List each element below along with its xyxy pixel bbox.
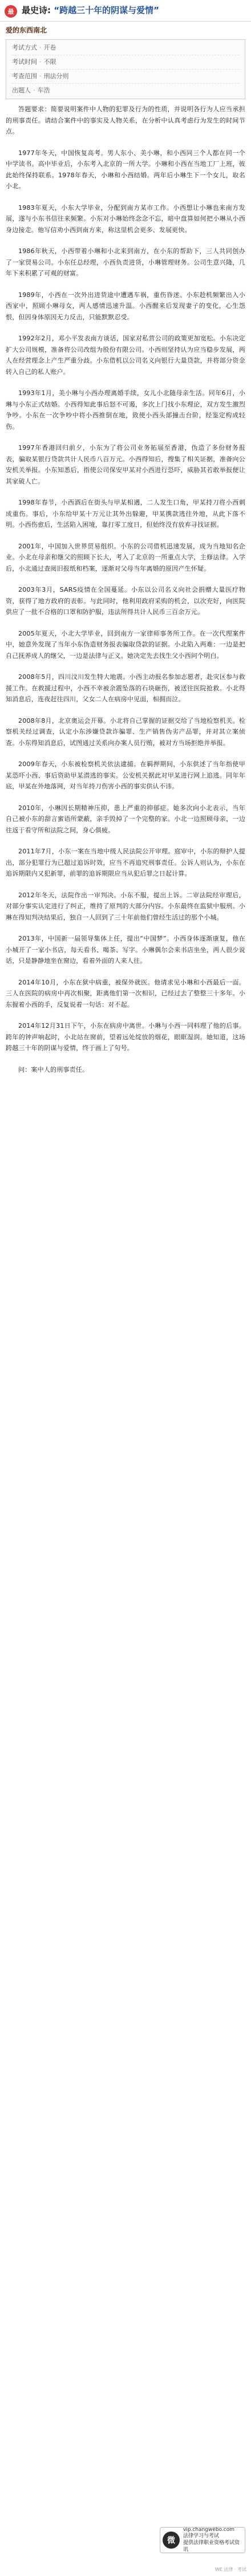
exam-info-row xyxy=(12,70,239,84)
exam-info-value: 不限 xyxy=(43,58,56,66)
article-paragraph: 2008年8月，北京奥运会开幕。小北将自己掌握的证据交给了当地检察机关。检察机关经过调查，认定小东涉嫌贷款诈骗罪、生产销售伪劣产品罪，并对其立案侦查。小东得知消息后，试图通过关系向办案人员行贿，被对方当场拒绝并举报。 xyxy=(6,717,245,747)
article-paragraph: 2005年夏天，小北大学毕业，回到南方一家律师事务所工作。在一次代理案件中，她意外发现了当年小东伪造财务报表骗取贷款的证据。小北陷入两难：一边是把自己抚养成人的继父，一边是法律与正义。她决定先去找生父小西问个明白。 xyxy=(6,629,245,660)
article-question: 问：案中人的刑事责任。 xyxy=(18,1065,89,1073)
article-paragraph: 2009年春天，小东被检察机关依法逮捕。在羁押期间，小东供述了当年指使甲某恐吓小西、事后资助甲某潜逃的事实。公安机关据此对甲某进行网上追逃。同年年底，甲某在外地落网，对当年持刀伤害小西的事实供认不讳。 xyxy=(6,760,245,790)
article-paragraph: 1993年1月，美小琳与小西办理离婚手续，女儿小北随母亲生活。同年6月，小琳与小东正式结婚。小西得知此事后怒不可遏，多次上门找小东理论，双方发生激烈争吵。小东在一次争吵中将小西推倒在地，致使小西头部撞击台阶，经鉴定构成轻伤。 xyxy=(6,389,245,430)
exam-info-row xyxy=(12,55,239,70)
article-paragraph: 1997年香港回归前夕，小东为了将公司业务拓展至香港，伪造了多份财务报表，骗取某银行贷款共计人民币八百万元。小西得知后，搜集了相关证据，准备向公安机关举报。小东知悉后，指使公司保安甲某对小西进行恐吓，威胁其若敢举报便让其家破人亡。 xyxy=(6,444,245,485)
exam-info-key: 考试方式 xyxy=(12,44,37,51)
weibo-logo-icon: 微 xyxy=(163,2532,180,2549)
article-paragraph: 2010年，小琳因长期精神压抑，患上严重的抑郁症。她多次向小北表示，当年自己被小东的甜言蜜语所蒙蔽，亲手毁掉了一个完整的家。小北一边照顾母亲，一边往返于看守所和法院之间，身心俱疲。 xyxy=(6,804,245,834)
post-title-text: “跨越三十年的阴谋与爱情” xyxy=(54,5,159,15)
author-byline[interactable]: 爱的东西南北 xyxy=(6,26,47,34)
exam-info-box xyxy=(6,39,245,99)
post-title xyxy=(22,5,159,17)
watermark-line1: 法律学习与考试 xyxy=(183,2533,220,2539)
separator: · xyxy=(39,58,42,66)
article-body xyxy=(0,104,251,1075)
exam-info-row xyxy=(12,41,239,55)
article-paragraph: 2008年5月，四川汶川发生特大地震。小西主动报名参加志愿者，赴灾区参与救援工作。在救援过程中，小西不幸被余震坠落的石块砸伤，被送往医院抢救。小北得知消息后，连夜赶往四川，父女二人在病房中见面，相拥而泣。 xyxy=(6,673,245,703)
article-paragraph: 2001年，中国加入世界贸易组织。小东的公司借机迅速发展，成为当地知名企业。小北在母亲和继父的照顾下长大，考入了北京的一所重点大学，主修法律。入学后，小北通过查阅旧报纸和档案，逐渐对父母当年离婚的原因产生怀疑。 xyxy=(6,542,245,572)
article-paragraph: 2003年3月，SARS疫情在全国蔓延。小东以公司名义向社会捐赠大量医疗物资，获得了地方政府的表彰。与此同时，他利用政府采购的机会，以次充好，向医院供应了一批不合格的口罩和防护服，违法所得共计人民币三百余万元。 xyxy=(6,586,245,616)
article-paragraph: 1989年，小西在一次外出进货途中遭遇车祸，重伤昏迷。小东趁机频繁出入小西家中，照顾小琳母女，两人感情迅速升温。小西醒来后发现妻子的变化，心生怨恨，但因身体原因无力反击，只能默默忍受。 xyxy=(6,291,245,321)
article-paragraph: 1977年冬天，中国恢复高考。男人东小、美小琳，和小西同三个人都在同一个中学读书。高中毕业后，小东考入北京的一所大学。小琳和小西在当地工厂上班，彼此始终保持联系。1978年春天，小琳和小西结婚。两年后小琳生下一个女儿，取名小北。 xyxy=(6,149,245,190)
article-paragraph: 1998年春节，小西酒后在街头与甲某相遇，二人发生口角，甲某持刀将小西刺成重伤。事后，小东给甲某十万元让其外出躲避，甲某携款逃往外地，从此下落不明。小西伤愈后，生活陷入困境，靠打零工度日，但始终没有放弃寻找证据。 xyxy=(6,499,245,528)
exam-info-row xyxy=(12,84,239,97)
article-paragraph: 2014年10月，小东在狱中病重，被保外就医。他请求见小琳和小西最后一面。三人在医院的病房中再次相聚，距离他们第一次相识，已经过去了整整三十多年。小东握着小西的手，反复说着一句话：对不起。 xyxy=(6,978,245,1008)
article-paragraph: 1983年夏天，小东大学毕业，分配到南方某市工作。小西想让小琳也来南方发展，遂与小东书信往来频繁。小东对小琳始终念念不忘，暗中盘算如何把小琳从小西身边接走。他写信劝小西到南方来，称这里机会更多、发展更快。 xyxy=(6,204,245,234)
article-paragraph: 答题要求：简要说明案件中人物的犯罪及行为的性质，并说明各行为人应当承担的刑事责任。请结合案件中的事实及人物关系，在分析中认真考虑行为发生的时间节点。 xyxy=(6,105,245,135)
exam-info-value: 车浩 xyxy=(37,87,50,94)
separator: · xyxy=(39,72,42,80)
separator: · xyxy=(39,44,42,51)
separator: · xyxy=(33,87,35,94)
watermark-url: vip.changwebo.com xyxy=(183,2527,235,2533)
exam-info-value: 开卷 xyxy=(43,44,56,51)
post-header xyxy=(0,0,251,22)
article-paragraph: 1992年2月，邓小平发表南方谈话，国家对私营公司的政策更加宽松。小东决定扩大公司规模，准备将公司改组为股份有限公司。小西则坚持认为应当稳步发展，两人在经营理念上产生严重分歧。小东借机以公司名义向银行大量贷款，并将部分资金转入自己的私人账户。 xyxy=(6,335,245,376)
exam-info-key: 考试时间 xyxy=(12,58,37,66)
article-paragraph: 1986年秋天，小西带着小琳和小北来到南方，在小东的帮助下，三人共同创办了一家贸易公司。小东任总经理，小西负责进货，小琳管理财务。公司生意兴隆，几年下来积累了可观的财富。 xyxy=(6,247,245,277)
article-paragraph: 2013年，中国新一届领导集体上任，提出“中国梦”。小西身体逐渐康复，他在小城开了一家小书店，每天看书、喝茶、写字。小琳偶尔会来书店坐坐，两人很少说话，只是静静地坐在窗边，看着外面的人来人往。 xyxy=(6,935,245,965)
watermark-line2: 提供法律职业资格考试资讯 xyxy=(183,2540,240,2553)
exam-info-key: 考查范围 xyxy=(12,72,37,80)
article-paragraph: 2012年冬天，法院作出一审判决。小东不服，提出上诉。二审法院经审理后，对部分事实认定进行了纠正，维持了原判的大部分内容。小东最终在监狱中服刑。小琳在得知判决结果后，独自一人回到了三十年前他们曾经生活过的那个小城。 xyxy=(6,891,245,921)
exam-info-key: 出题人 xyxy=(12,87,31,94)
article-paragraph: 2011年7月，小东一案在当地中级人民法院公开审理。庭审中，小东的辩护人提出，部分犯罪行为已超过追诉时效，应当不再追究刑事责任。公诉人则认为，小东在追诉期限内又犯新罪，前罪的追诉期限应当从犯后罪之日起计算。 xyxy=(6,848,245,877)
section-badge: 最 xyxy=(5,5,17,18)
exam-info-value: 刑法分则 xyxy=(43,72,69,80)
weibo-watermark[interactable] xyxy=(160,2527,245,2553)
article-paragraph: 2014年12月31日下午，小东在病房中离世。小琳与小西一同料理了他的后事。跨年的钟声响起时，小北站在窗前，望着远处绽放的烟花，眼眶湿润。她知道，这场跨越三十年的阴谋与爱情，终于画上了句号。 xyxy=(6,1022,245,1052)
footer-mark: WE 法律 · 考试 xyxy=(214,2567,246,2572)
post-title-label: 最史诗: xyxy=(22,5,51,15)
watermark-text xyxy=(183,2527,242,2553)
